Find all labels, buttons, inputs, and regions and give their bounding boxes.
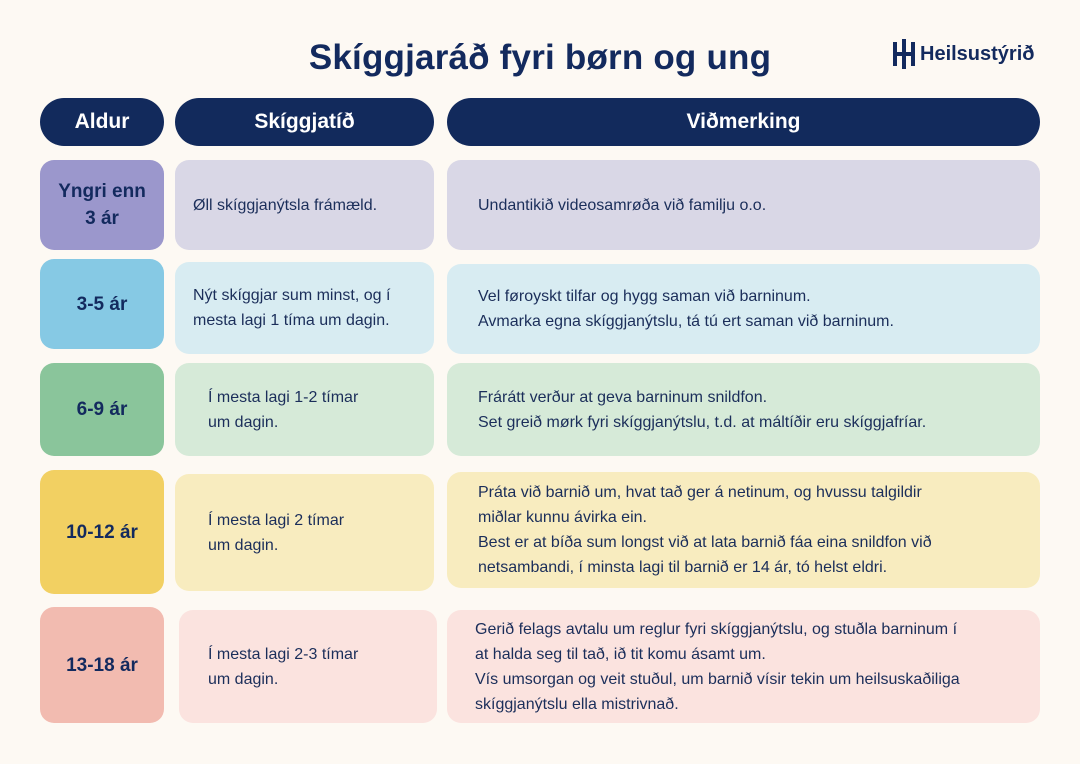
note-text: Gerið felags avtalu um reglur fyri skíggjanýtslu, og stuðla barninum í xyxy=(475,620,958,638)
age-cell-row-3 xyxy=(40,470,164,594)
header-note: Viðmerking xyxy=(447,98,1040,146)
screen-time-cell-row-1 xyxy=(175,262,434,354)
age-label: 6-9 ár xyxy=(76,399,128,420)
screen-time-text: mesta lagi 1 tíma um dagin. xyxy=(193,312,390,329)
header-screen-time: Skíggjatíð xyxy=(175,98,434,146)
age-cell-row-4 xyxy=(40,607,164,723)
note-text: miðlar kunnu ávirka ein. xyxy=(478,509,647,526)
screen-time-text: Í mesta lagi 2 tímar xyxy=(208,511,345,529)
age-cell-row-1 xyxy=(40,259,164,349)
header-age: Aldur xyxy=(40,98,164,146)
logo-text: Heilsustýrið xyxy=(920,42,1035,65)
note-text: Set greið mørk fyri skíggjanýtslu, t.d. at máltíðir eru skíggjafríar. xyxy=(478,413,927,431)
age-cell-row-2 xyxy=(40,363,164,456)
screen-time-text: Í mesta lagi 2-3 tímar xyxy=(208,645,359,663)
note-text: Vís umsorgan og veit stuðul, um barnið vísir tekin um heilsuskaðiliga xyxy=(475,670,960,688)
note-text: Avmarka egna skíggjanýtslu, tá tú ert saman við barninum. xyxy=(478,313,894,330)
age-label: 3 ár xyxy=(85,208,119,229)
screen-time-text: Í mesta lagi 1-2 tímar xyxy=(208,388,359,406)
screen-time-text: um dagin. xyxy=(208,536,279,554)
screen-time-cell-row-4 xyxy=(179,610,437,723)
page-title: Skíggjaráð fyri børn og ung xyxy=(308,38,772,77)
note-text: Undantikið videosamrøða við familju o.o. xyxy=(478,196,767,214)
screen-time-cell-row-2 xyxy=(175,363,434,456)
note-cell-row-1 xyxy=(447,264,1040,354)
note-text: Práta við barnið um, hvat tað ger á netinum, og hvussu talgildir xyxy=(478,484,922,501)
logo xyxy=(893,38,1034,70)
age-label: 13-18 ár xyxy=(66,654,138,676)
note-text: Frárátt verður at geva barninum snildfon. xyxy=(478,388,768,406)
screen-time-cell-row-3 xyxy=(175,474,434,591)
note-cell-row-3 xyxy=(447,472,1040,588)
note-text: Vel føroyskt tilfar og hygg saman við barninum. xyxy=(478,288,811,305)
screen-time-text: um dagin. xyxy=(208,413,279,431)
note-text: at halda seg til tað, ið tit komu ásamt um. xyxy=(475,645,766,663)
screen-time-text: Nýt skíggjar sum minst, og í xyxy=(193,287,391,304)
note-text: skíggjanýtslu ella mistrivnað. xyxy=(475,695,679,713)
age-cell-row-0 xyxy=(40,160,164,250)
note-text: netsambandi, í minsta lagi til barnið er 14 ár, tó helst eldri. xyxy=(478,559,888,576)
note-text: Best er at bíða sum longst við at lata barnið fáa eina snildfon við xyxy=(478,534,932,551)
screen-time-text: um dagin. xyxy=(208,670,279,688)
age-label: Yngri enn xyxy=(58,181,146,202)
age-label: 3-5 ár xyxy=(76,293,128,315)
heilsustyrid-logo-icon xyxy=(893,39,915,69)
note-cell-row-0 xyxy=(447,160,1040,250)
note-cell-row-2 xyxy=(447,363,1040,456)
screen-time-cell-row-0 xyxy=(175,160,434,250)
screen-time-text: Øll skíggjanýtsla frámæld. xyxy=(193,196,378,214)
note-cell-row-4 xyxy=(447,610,1040,723)
age-label: 10-12 ár xyxy=(66,521,138,543)
